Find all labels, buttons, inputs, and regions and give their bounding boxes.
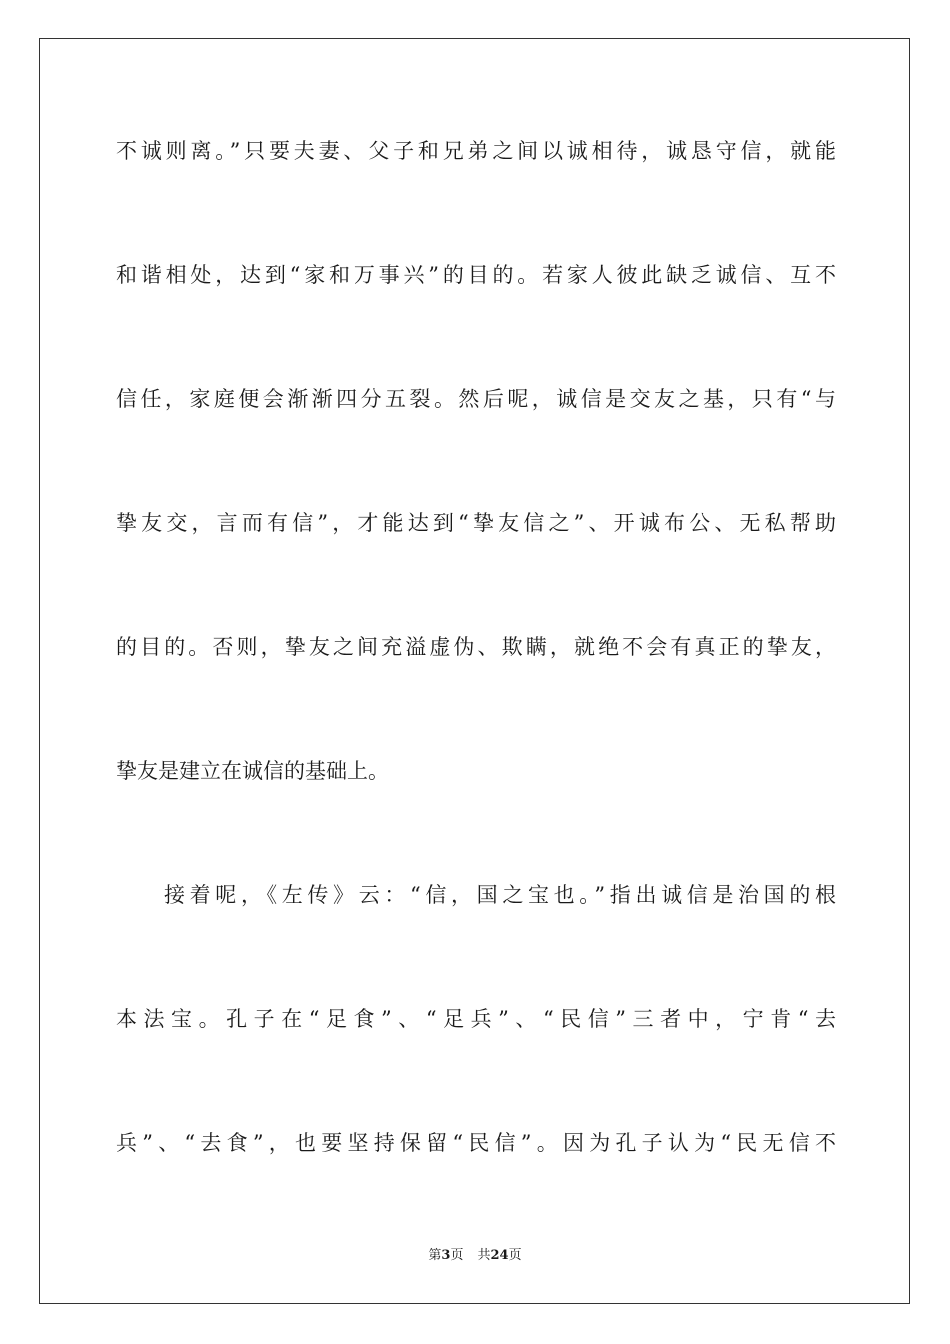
footer-total-suffix: 页 — [508, 1248, 522, 1263]
page-footer — [0, 1246, 950, 1266]
page-border — [39, 38, 910, 1304]
body-line-4: 挚友交，言而有信”，才能达到“挚友信之”、开诚布公、无私帮助 — [116, 511, 836, 535]
body-line-3: 信任，家庭便会渐渐四分五裂。然后呢，诚信是交友之基，只有“与 — [116, 387, 836, 411]
footer-prefix: 第 — [428, 1248, 442, 1263]
body-line-2: 和谐相处，达到“家和万事兴”的目的。若家人彼此缺乏诚信、互不 — [116, 263, 836, 287]
current-page-number: 3 — [441, 1248, 451, 1263]
footer-total-prefix: 共 — [477, 1248, 491, 1263]
body-line-5: 的目的。否则，挚友之间充溢虚伪、欺瞒，就绝不会有真正的挚友， — [116, 635, 836, 659]
body-line-1: 不诚则离。”只要夫妻、父子和兄弟之间以诚相待，诚恳守信，就能 — [116, 139, 836, 163]
body-line-7: 接着呢，《左传》云：“信，国之宝也。”指出诚信是治国的根 — [164, 883, 836, 907]
footer-page-suffix: 页 — [450, 1248, 464, 1263]
body-line-8: 本法宝。孔子在“足食”、“足兵”、“民信”三者中，宁肯“去 — [116, 1007, 836, 1031]
body-line-9: 兵”、“去食”，也要坚持保留“民信”。因为孔子认为“民无信不 — [116, 1131, 836, 1155]
total-page-count: 24 — [490, 1248, 509, 1263]
body-line-6: 挚友是建立在诚信的基础上。 — [116, 759, 389, 783]
